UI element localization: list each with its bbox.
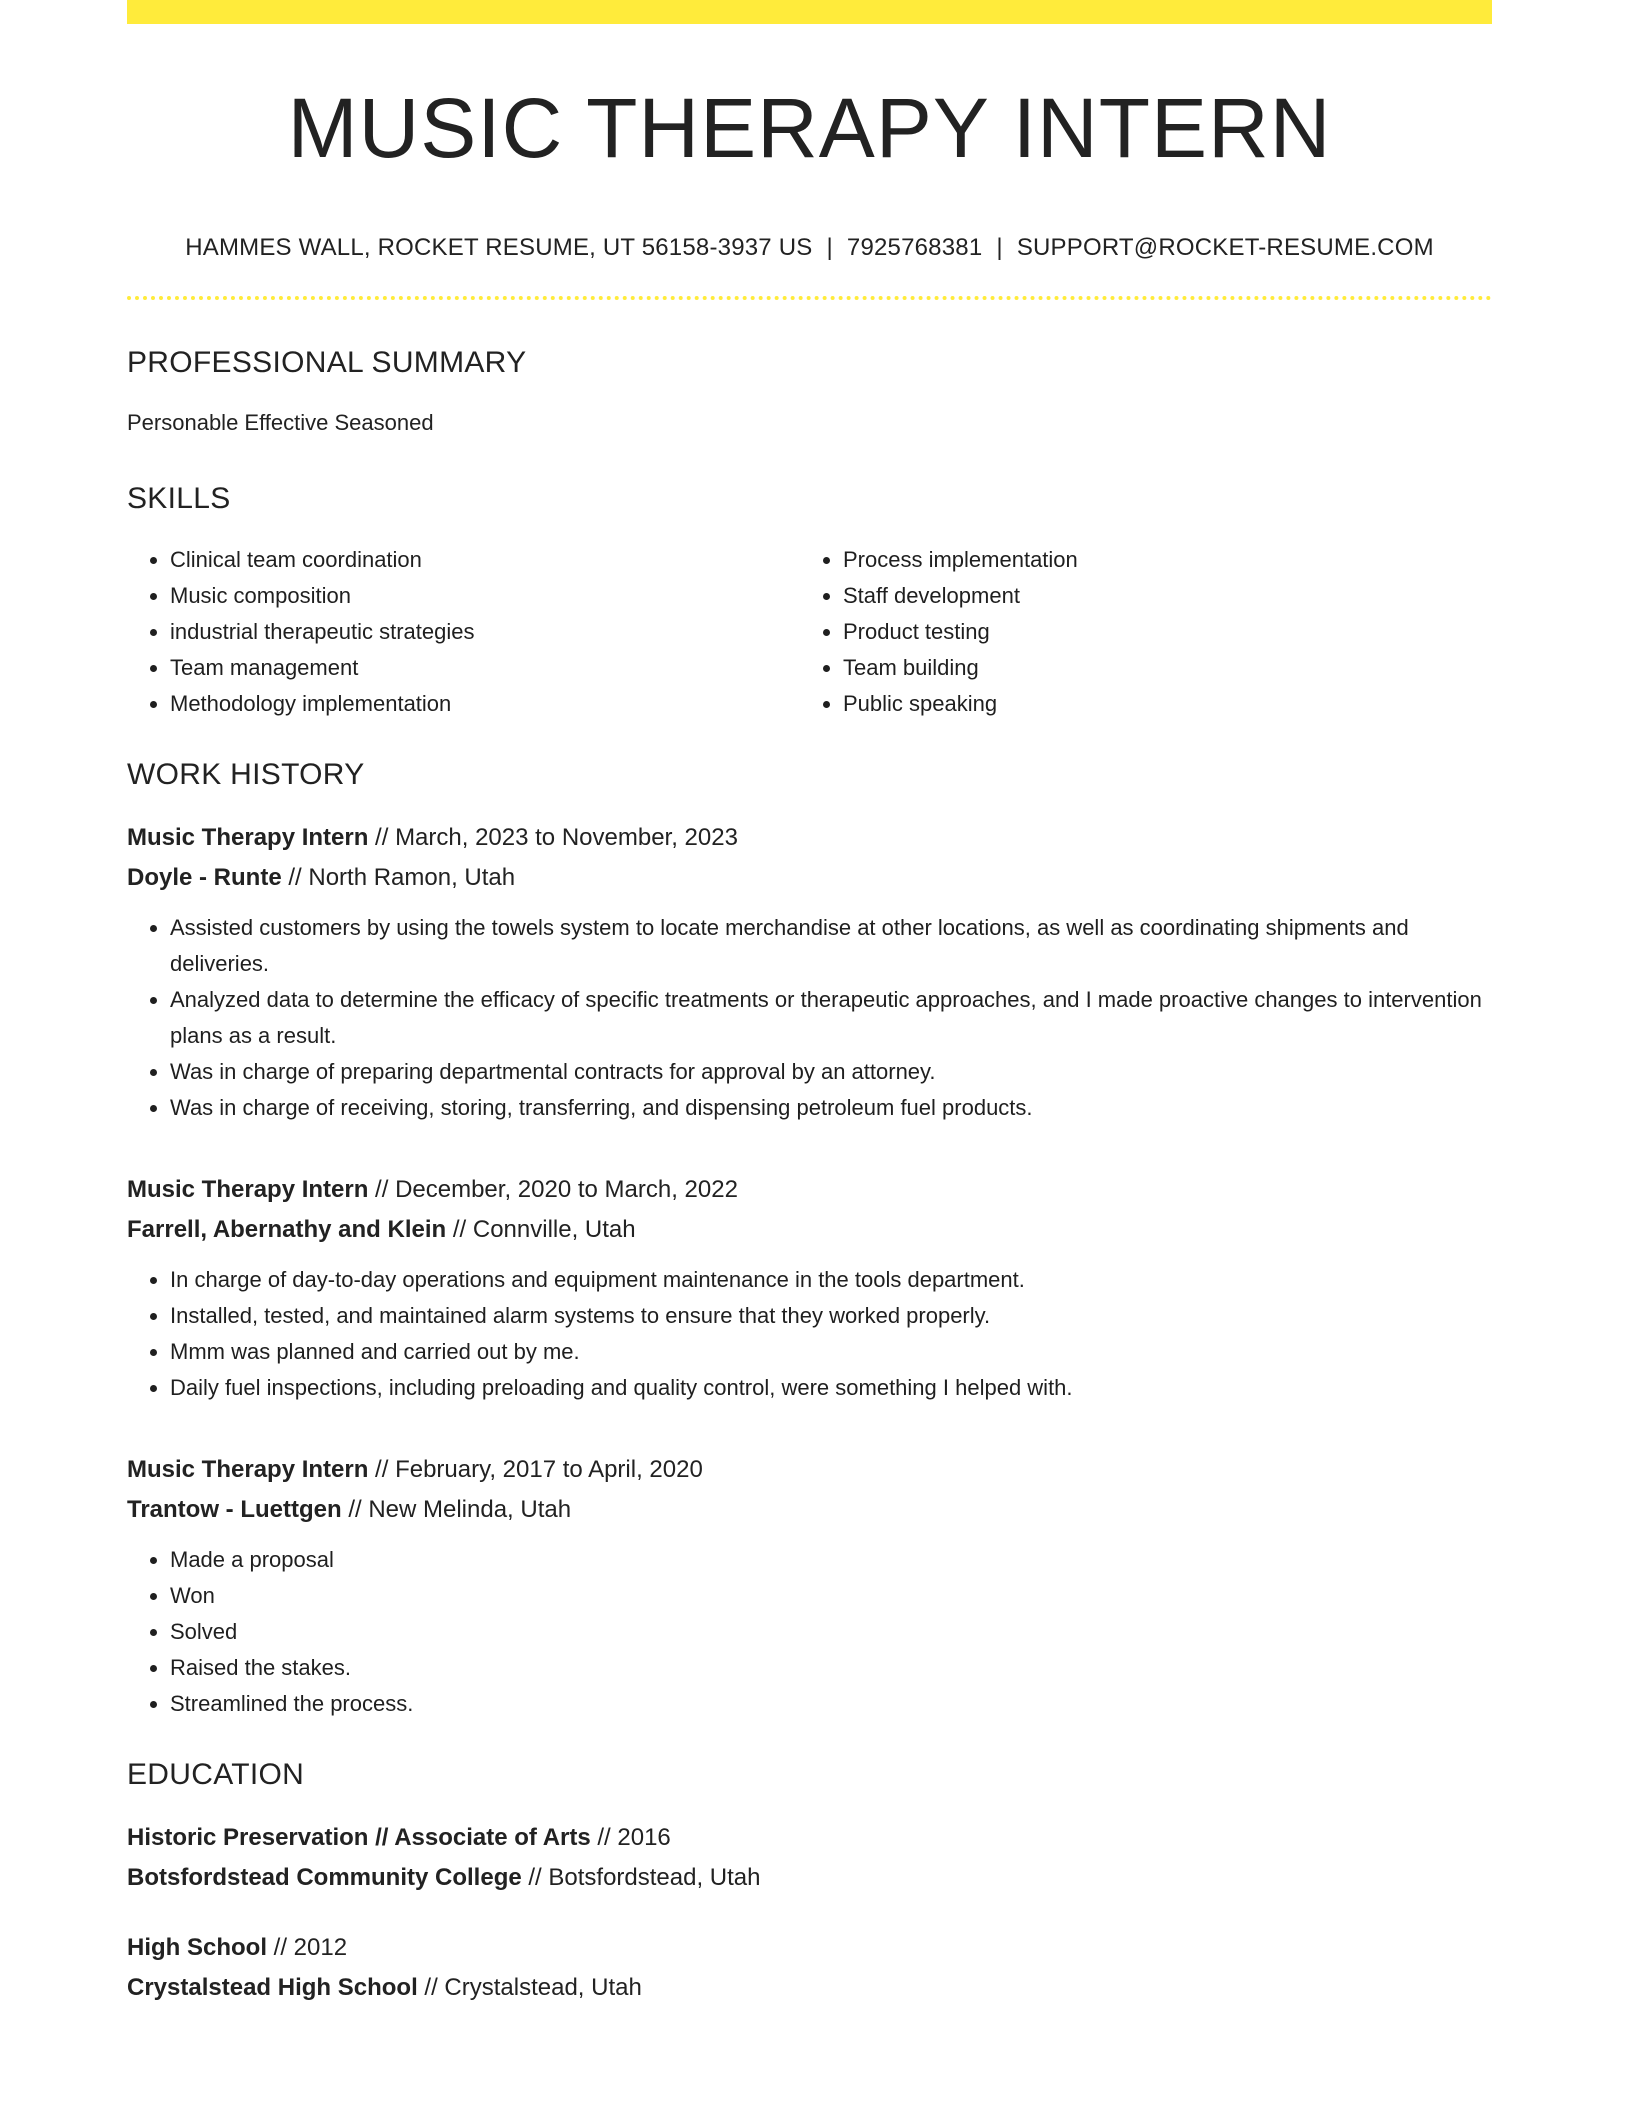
dotted-divider [127, 296, 1492, 300]
job-dates: // December, 2020 to March, 2022 [368, 1176, 738, 1204]
job-company-line [127, 858, 1492, 898]
education-school: Botsfordstead Community College [127, 1864, 522, 1892]
skill-item: • Process implementation [843, 542, 1473, 578]
education-entry [127, 1928, 1492, 2008]
skills-column-left [127, 542, 800, 722]
job-entry [127, 1170, 1492, 1406]
job-company: Farrell, Abernathy and Klein [127, 1216, 447, 1244]
job-entry [127, 818, 1492, 1126]
job-bullet: • Raised the stakes. [170, 1650, 1492, 1686]
summary-heading: PROFESSIONAL SUMMARY [127, 346, 527, 380]
job-entry [127, 1450, 1492, 1722]
skill-item: • Music composition [170, 578, 800, 614]
job-location: // North Ramon, Utah [281, 864, 516, 892]
education-year: // 2016 [590, 1824, 671, 1852]
skill-item: • Product testing [843, 614, 1473, 650]
education-school-line [127, 1858, 1492, 1898]
skill-item: • Public speaking [843, 686, 1473, 722]
job-bullet: • In charge of day-to-day operations and equipment maintenance in the tools department. [170, 1262, 1492, 1298]
job-company-line [127, 1490, 1492, 1530]
job-location: // Connville, Utah [446, 1216, 636, 1244]
job-bullet: • Was in charge of preparing departmental contracts for approval by an attorney. [170, 1054, 1492, 1090]
job-bullet: • Streamlined the process. [170, 1686, 1492, 1722]
contact-phone: 7925768381 [846, 234, 983, 262]
job-title-line [127, 1450, 1492, 1490]
job-bullet: • Mmm was planned and carried out by me. [170, 1334, 1492, 1370]
job-company: Trantow - Luettgen [127, 1496, 342, 1524]
resume-page [127, 0, 1492, 2008]
job-bullet: • Won [170, 1578, 1492, 1614]
skill-item: • Clinical team coordination [170, 542, 800, 578]
summary-text: Personable Effective Seasoned [127, 410, 434, 436]
contact-email: SUPPORT@ROCKET-RESUME.COM [1016, 234, 1434, 262]
skill-item: • Methodology implementation [170, 686, 800, 722]
job-title-line [127, 1170, 1492, 1210]
skill-item: • industrial therapeutic strategies [170, 614, 800, 650]
contact-separator: | [996, 234, 1003, 262]
education-heading: EDUCATION [127, 1758, 305, 1792]
job-bullet: • Daily fuel inspections, including preloading and quality control, were something I helped with. [170, 1370, 1492, 1406]
skills-heading: SKILLS [127, 482, 231, 516]
skills-column-right [800, 542, 1473, 722]
job-company-line [127, 1210, 1492, 1250]
education-location: // Crystalstead, Utah [417, 1974, 642, 2002]
job-title: Music Therapy Intern [127, 1456, 369, 1484]
skill-item: • Team management [170, 650, 800, 686]
accent-top-bar [127, 0, 1492, 24]
job-title: Music Therapy Intern [127, 1176, 369, 1204]
job-title-line [127, 818, 1492, 858]
education-school-line [127, 1968, 1492, 2008]
education-degree-line [127, 1928, 1492, 1968]
job-location: // New Melinda, Utah [341, 1496, 572, 1524]
job-bullet: • Installed, tested, and maintained alarm systems to ensure that they worked properly. [170, 1298, 1492, 1334]
job-company: Doyle - Runte [127, 864, 282, 892]
education-degree: High School [127, 1934, 267, 1962]
job-bullets [127, 910, 1492, 1126]
skill-item: • Team building [843, 650, 1473, 686]
job-bullets [127, 1262, 1492, 1406]
contact-address: HAMMES WALL, ROCKET RESUME, UT 56158-3937 US [185, 234, 813, 262]
skill-item: • Staff development [843, 578, 1473, 614]
education-year: // 2012 [267, 1934, 348, 1962]
job-dates: // March, 2023 to November, 2023 [368, 824, 738, 852]
job-bullet: • Solved [170, 1614, 1492, 1650]
education-location: // Botsfordstead, Utah [521, 1864, 761, 1892]
job-dates: // February, 2017 to April, 2020 [368, 1456, 703, 1484]
resume-title: MUSIC THERAPY INTERN [287, 81, 1332, 175]
contact-line [127, 234, 1492, 262]
job-bullet: • Made a proposal [170, 1542, 1492, 1578]
contact-separator: | [826, 234, 833, 262]
job-bullet: • Was in charge of receiving, storing, transferring, and dispensing petroleum fuel products. [170, 1090, 1492, 1126]
work-history-heading: WORK HISTORY [127, 758, 365, 792]
job-bullet: • Analyzed data to determine the efficacy of specific treatments or therapeutic approaches, and I made proactive changes to intervention plans as a result. [170, 982, 1492, 1054]
education-school: Crystalstead High School [127, 1974, 418, 2002]
education-entry [127, 1818, 1492, 1898]
job-title: Music Therapy Intern [127, 824, 369, 852]
skills-list [127, 542, 1492, 722]
education-degree: Historic Preservation // Associate of Arts [127, 1824, 591, 1852]
job-bullet: • Assisted customers by using the towels system to locate merchandise at other locations, as well as coordinating shipments and deliveries. [170, 910, 1492, 982]
job-bullets [127, 1542, 1492, 1722]
education-degree-line [127, 1818, 1492, 1858]
